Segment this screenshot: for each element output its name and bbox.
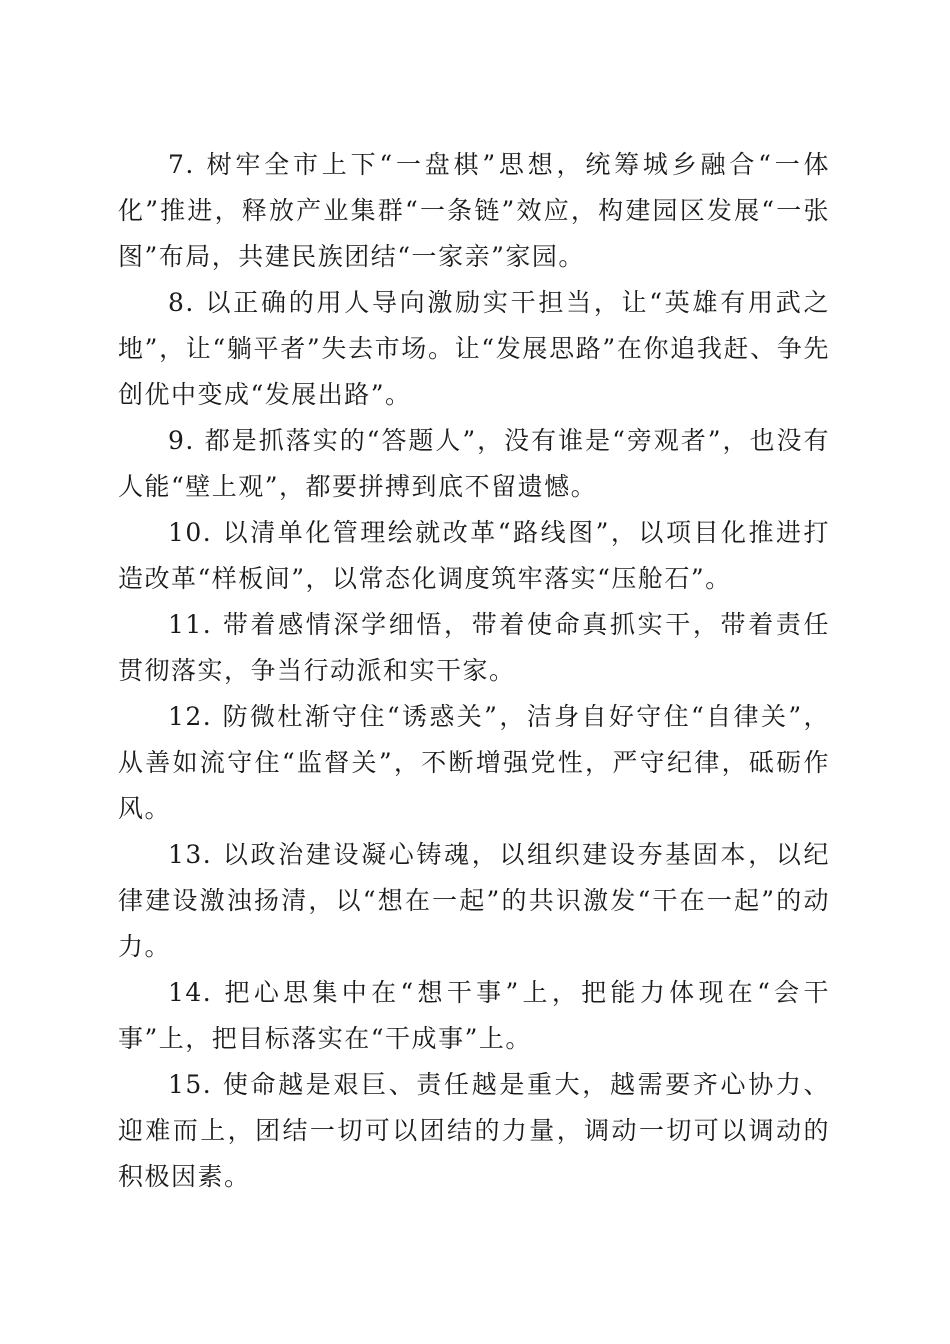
paragraph-13: 13. 以政治建设凝心铸魂，以组织建设夯基固本，以纪律建设激浊扬清，以“想在一起”的共识激发“干在一起”的动力。 — [118, 840, 830, 961]
paragraph-14: 14. 把心思集中在“想干事”上，把能力体现在“会干事”上，把目标落实在“干成事”上。 — [118, 978, 830, 1053]
paragraph-12: 12. 防微杜渐守住“诱惑关”，洁身自好守住“自律关”，从善如流守住“监督关”，不断增强党性，严守纪律，砥砺作风。 — [118, 702, 830, 823]
paragraph-15: 15. 使命越是艰巨、责任越是重大，越需要齐心协力、迎难而上，团结一切可以团结的力量，调动一切可以调动的积极因素。 — [118, 1070, 830, 1191]
document-body — [118, 142, 830, 1200]
paragraph-9: 9. 都是抓落实的“答题人”，没有谁是“旁观者”，也没有人能“壁上观”，都要拼搏到底不留遗憾。 — [118, 426, 830, 501]
paragraph-11: 11. 带着感情深学细悟，带着使命真抓实干，带着责任贯彻落实，争当行动派和实干家。 — [118, 610, 830, 685]
paragraph-10: 10. 以清单化管理绘就改革“路线图”，以项目化推进打造改革“样板间”，以常态化调度筑牢落实“压舱石”。 — [118, 518, 830, 593]
paragraph-7: 7. 树牢全市上下“一盘棋”思想，统筹城乡融合“一体化”推进，释放产业集群“一条链”效应，构建园区发展“一张图”布局，共建民族团结“一家亲”家园。 — [118, 150, 830, 271]
paragraph-8: 8. 以正确的用人导向激励实干担当，让“英雄有用武之地”，让“躺平者”失去市场。让“发展思路”在你追我赶、争先创优中变成“发展出路”。 — [118, 288, 830, 409]
